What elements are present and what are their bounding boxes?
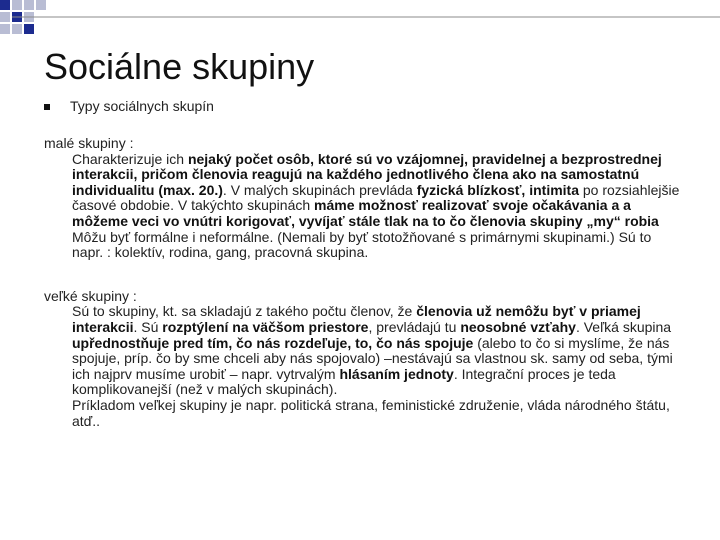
small-groups-heading <box>44 136 684 152</box>
emphasis-text: hlásaním jednoty <box>339 365 454 382</box>
bullet-item <box>44 98 214 114</box>
deco-square <box>24 24 34 34</box>
text-run: Sú to skupiny, kt. sa skladajú z takého počtu členov, že <box>72 303 417 320</box>
text-run: . Sú <box>133 318 163 335</box>
deco-square <box>24 0 34 10</box>
heading-colon: : <box>125 135 134 151</box>
text-run: po rozsiahlejšie časové obdobie. V takýchto skupinách <box>72 181 680 214</box>
emphasis-text: fyzická blízkosť, intimita <box>416 181 579 198</box>
emphasis-text: máme možnosť realizovať svoje očakávania a a môžeme veci vo vnútri korigovať, vyvíjať stále tlak na to čo členovia skupiny „my“ robia <box>72 197 659 229</box>
emphasis-text: nejaký počet osôb, ktoré sú vo vzájomnej, pravidelnej a bezprostrednej interakcii, pričom členovia reagujú na každého jednotlivého člena ako na samostatnú individualitu (max. 20.) <box>72 150 662 198</box>
deco-square <box>12 24 22 34</box>
heading-colon: : <box>129 287 137 304</box>
deco-square <box>0 12 10 22</box>
emphasis-text: upřednostňuje pred tím, čo nás rozdeľuje, to, čo nás spojuje <box>72 334 474 351</box>
slide-body <box>44 136 684 429</box>
slide-title: Sociálne skupiny <box>44 46 315 87</box>
text-run: . Veľká skupina <box>575 318 672 335</box>
decorative-squares-header <box>0 0 720 45</box>
deco-square <box>36 0 46 10</box>
small-groups-paragraph-1 <box>72 152 684 230</box>
text-run: Charakterizuje ich <box>72 150 188 167</box>
large-groups-paragraph-1 <box>72 304 684 398</box>
small-groups-paragraph-2 <box>72 230 684 261</box>
large-groups-label: veľké skupiny <box>44 287 130 304</box>
text-run: . Integrační proces je teda komplikovanejší (než v malých skupinách). <box>72 365 616 398</box>
emphasis-text: členovia už nemôžu byť v priamej interakcii <box>72 303 641 335</box>
deco-square <box>0 0 10 10</box>
bullet-text: Typy sociálnych skupín <box>70 98 214 114</box>
text-run: . V malých skupinách prevláda <box>222 181 417 198</box>
section-gap <box>44 261 684 289</box>
square-bullet-icon <box>44 104 50 110</box>
deco-square <box>0 24 10 34</box>
text-run: , prevládajú tu <box>368 318 461 335</box>
text-run: Príkladom veľkej skupiny je napr. politická strana, feministické združenie, vláda národného štátu, atď.. <box>72 396 670 429</box>
large-groups-heading <box>44 289 684 305</box>
small-groups-label: malé skupiny <box>44 135 126 151</box>
large-groups-paragraph-2 <box>72 398 684 429</box>
deco-square <box>12 0 22 10</box>
text-run: Môžu byť formálne i neformálne. (Nemali by byť stotožňované s primárnymi skupinami.) Sú to napr. : kolektív, rodina, gang, pracovná skupina. <box>72 228 652 261</box>
emphasis-text: neosobné vzťahy <box>460 318 576 335</box>
emphasis-text: rozptýlení na väčšom priestore <box>162 318 369 335</box>
text-run: (alebo to čo si myslíme, že nás spojuje, príp. čo by sme chceli aby nás spojovalo) –nestávajú sa vlastnou sk. samy od seba, tými ich najprv musíme urobiť – napr. vytrvalým <box>72 334 673 382</box>
